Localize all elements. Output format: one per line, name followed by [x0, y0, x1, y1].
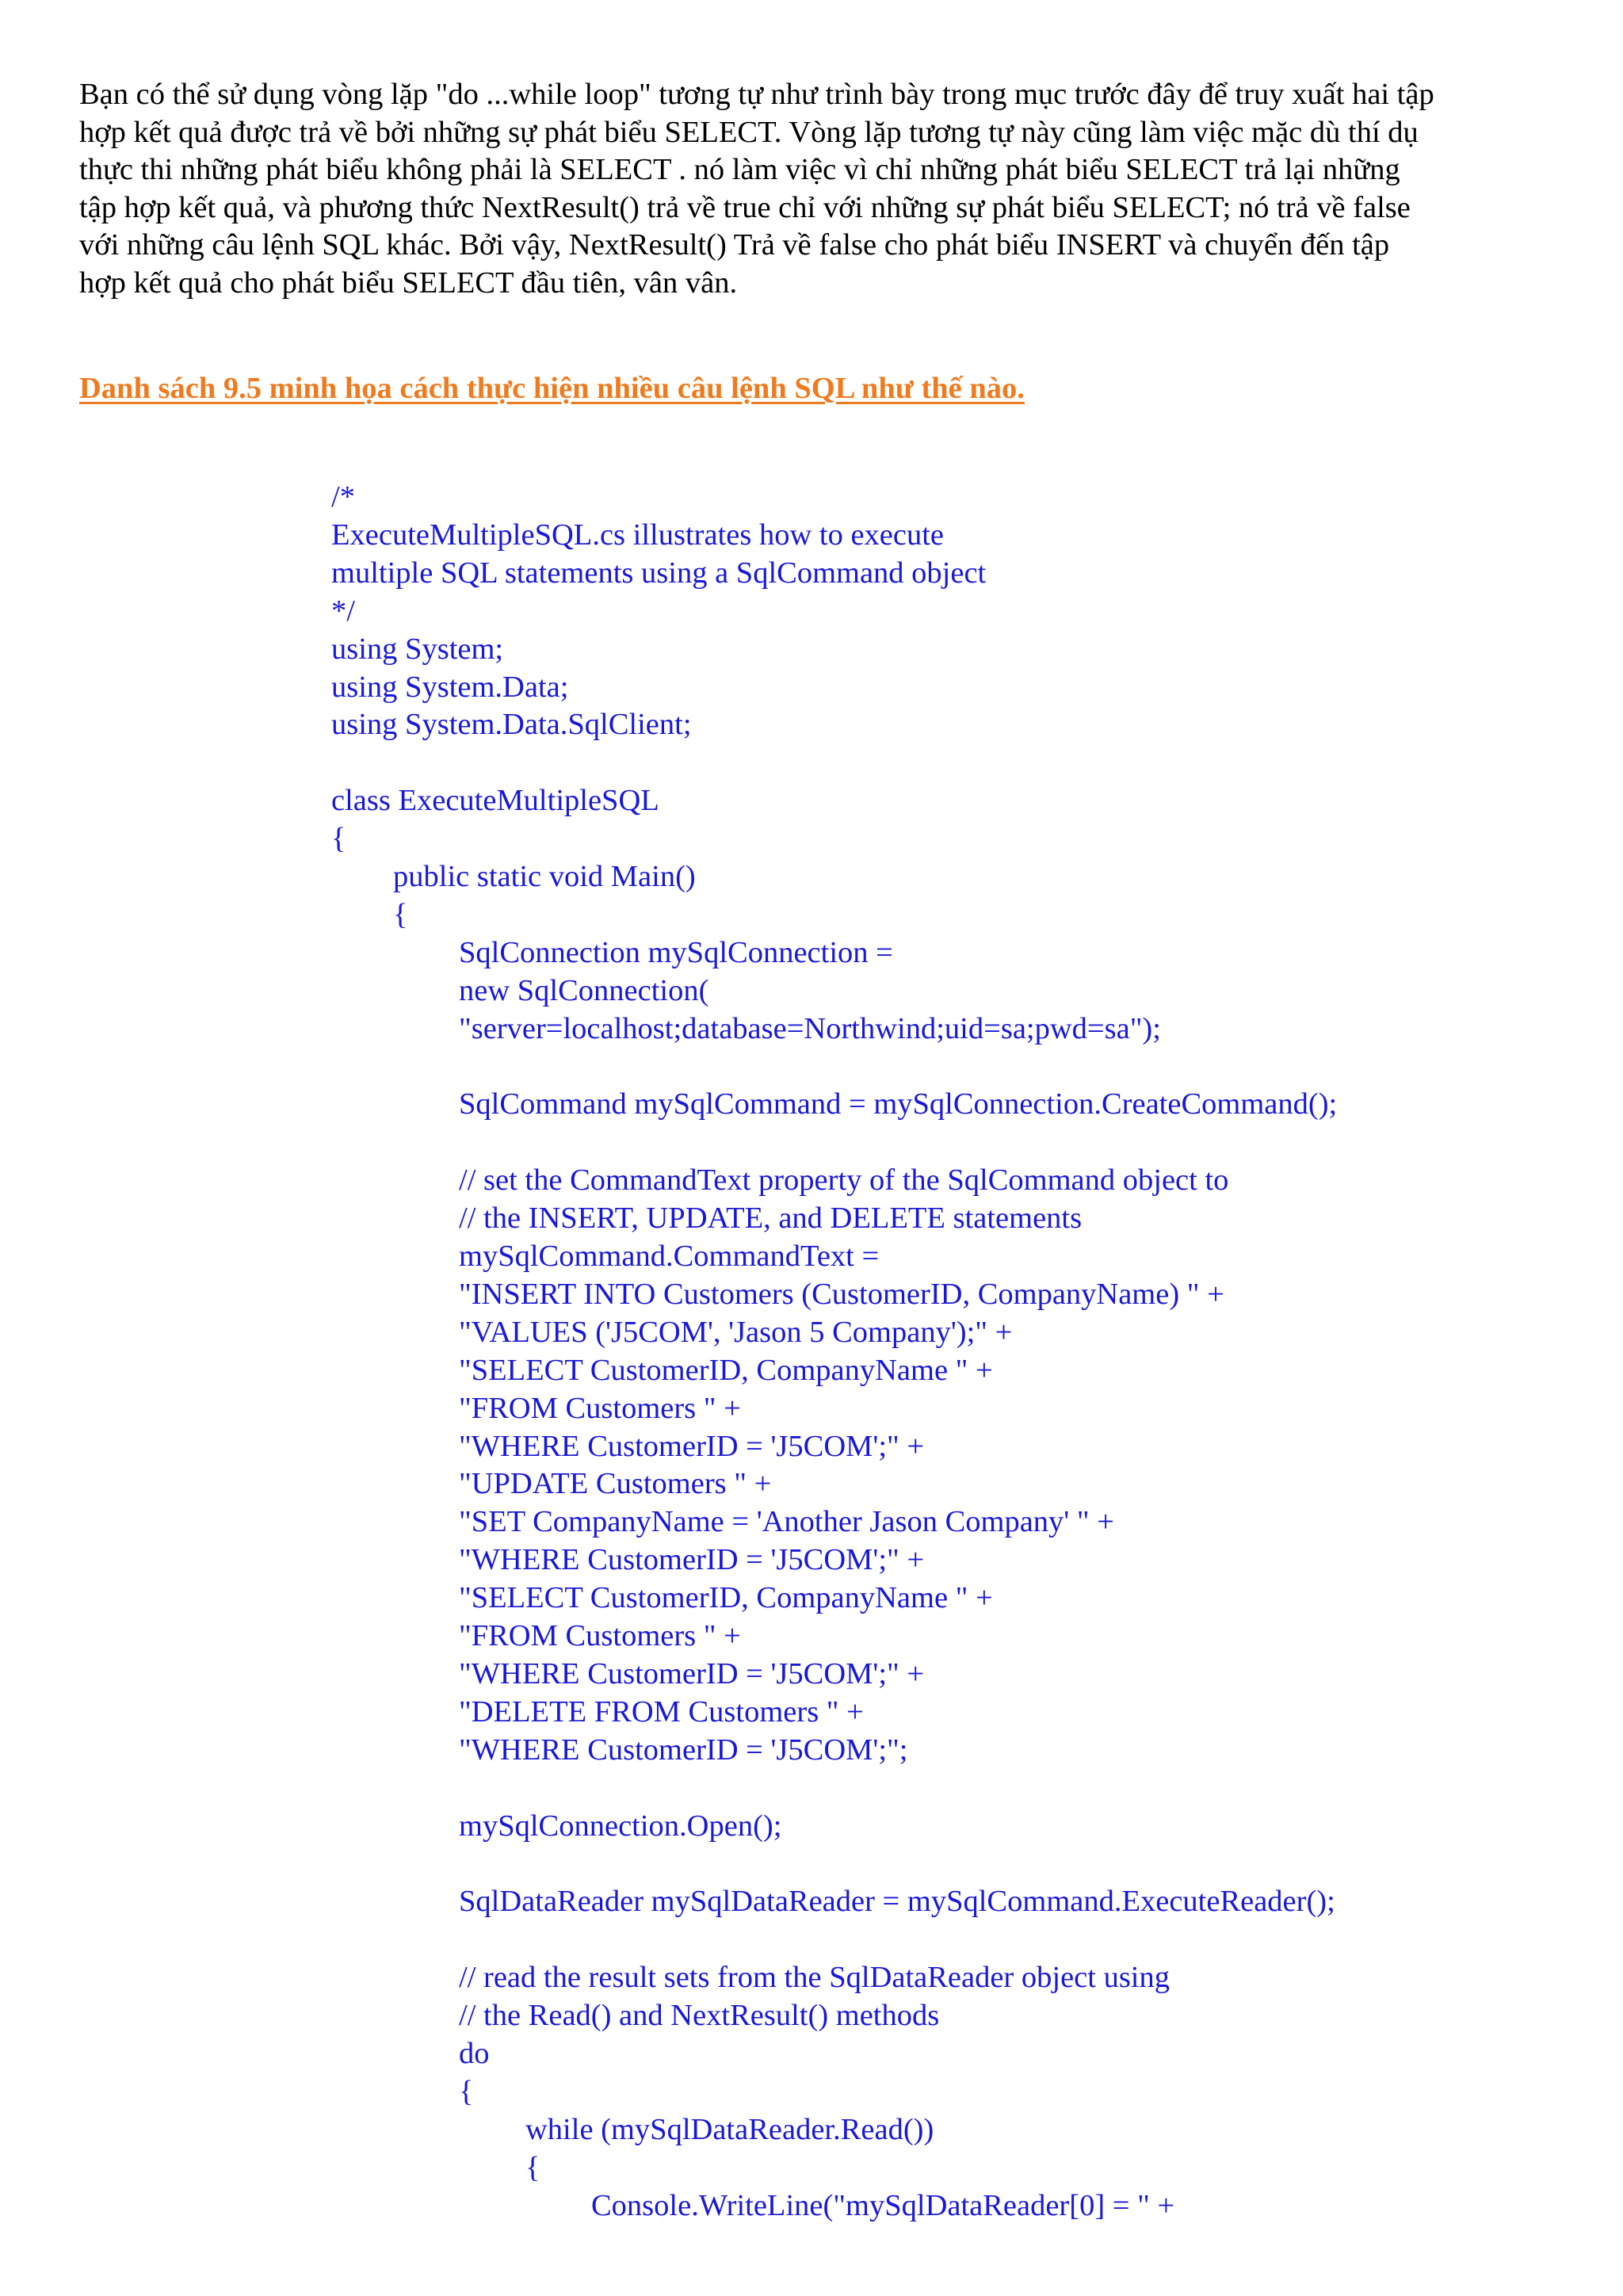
code-line: "SELECT CustomerID, CompanyName " + — [459, 1353, 993, 1387]
code-line: { — [393, 897, 408, 931]
code-line: "DELETE FROM Customers " + — [459, 1694, 864, 1729]
code-line: /* — [331, 480, 355, 514]
code-line: SqlDataReader mySqlDataReader = mySqlCommand.ExecuteReader(); — [459, 1885, 1335, 1919]
code-line: "WHERE CustomerID = 'J5COM';"; — [459, 1733, 908, 1767]
code-line: // read the result sets from the SqlDataReader object using — [459, 1961, 1170, 1995]
code-line: "FROM Customers " + — [459, 1619, 741, 1652]
code-line: "WHERE CustomerID = 'J5COM';" + — [459, 1543, 925, 1577]
intro-line: thực thi những phát biểu không phải là SELECT . nó làm việc vì chỉ những phát biểu SELECT trả lại những — [79, 153, 1400, 186]
code-line: while (mySqlDataReader.Read()) — [525, 2112, 934, 2146]
code-line: Console.WriteLine("mySqlDataReader[0] = " + — [591, 2188, 1175, 2222]
code-line: "INSERT INTO Customers (CustomerID, CompanyName) " + — [459, 1277, 1224, 1311]
code-line: using System; — [331, 632, 504, 666]
code-line: "FROM Customers " + — [459, 1391, 741, 1425]
code-line: SqlCommand mySqlCommand = mySqlConnection.CreateCommand(); — [459, 1087, 1338, 1121]
intro-line: với những câu lệnh SQL khác. Bởi vậy, NextResult() Trả về false cho phát biểu INSERT và chuyển đến tập — [79, 228, 1390, 262]
code-line: { — [331, 822, 346, 856]
code-line: ExecuteMultipleSQL.cs illustrates how to execute — [331, 518, 945, 552]
code-line: public static void Main() — [393, 860, 696, 893]
code-line: // the Read() and NextResult() methods — [459, 1999, 940, 2032]
code-line: "server=localhost;database=Northwind;uid=sa;pwd=sa"); — [459, 1011, 1161, 1045]
code-line: using System.Data.SqlClient; — [331, 708, 692, 742]
code-line: mySqlCommand.CommandText = — [459, 1240, 880, 1273]
code-line: "WHERE CustomerID = 'J5COM';" + — [459, 1429, 925, 1463]
code-line: using System.Data; — [331, 670, 569, 704]
code-line: do — [459, 2036, 490, 2070]
code-line: */ — [331, 594, 355, 628]
code-line: { — [525, 2150, 540, 2184]
intro-line: hợp kết quả cho phát biểu SELECT đầu tiên, vân vân. — [79, 266, 738, 300]
intro-paragraph — [79, 76, 1569, 302]
intro-line: Bạn có thể sử dụng vòng lặp "do ...while loop" tương tự như trình bày trong mục trước đây để truy xuất hai tập — [79, 78, 1434, 111]
code-line: // set the CommandText property of the SqlCommand object to — [459, 1163, 1229, 1198]
code-line: "SELECT CustomerID, CompanyName " + — [459, 1581, 993, 1615]
code-line: multiple SQL statements using a SqlCommand object — [331, 556, 987, 590]
intro-line: hợp kết quả được trả về bởi những sự phát biểu SELECT. Vòng lặp tương tự này cũng làm việc mặc dù thí dụ — [79, 115, 1419, 149]
code-line: "UPDATE Customers " + — [459, 1467, 772, 1501]
code-line: "WHERE CustomerID = 'J5COM';" + — [459, 1656, 925, 1690]
code-line: "VALUES ('J5COM', 'Jason 5 Company');" + — [459, 1315, 1013, 1349]
code-line: "SET CompanyName = 'Another Jason Company' " + — [459, 1505, 1114, 1539]
code-line: new SqlConnection( — [459, 973, 709, 1007]
intro-line: tập hợp kết quả, và phương thức NextResult() trả về true chỉ với những sự phát biểu SELECT; nó trả về false — [79, 190, 1411, 224]
code-line: // the INSERT, UPDATE, and DELETE statements — [459, 1201, 1083, 1236]
code-line: mySqlConnection.Open(); — [459, 1809, 782, 1843]
code-line: SqlConnection mySqlConnection = — [459, 935, 893, 969]
code-line: { — [459, 2074, 474, 2108]
code-line: class ExecuteMultipleSQL — [331, 784, 659, 818]
listing-caption: Danh sách 9.5 minh họa cách thực hiện nhiều câu lệnh SQL như thế nào. — [79, 372, 1025, 405]
